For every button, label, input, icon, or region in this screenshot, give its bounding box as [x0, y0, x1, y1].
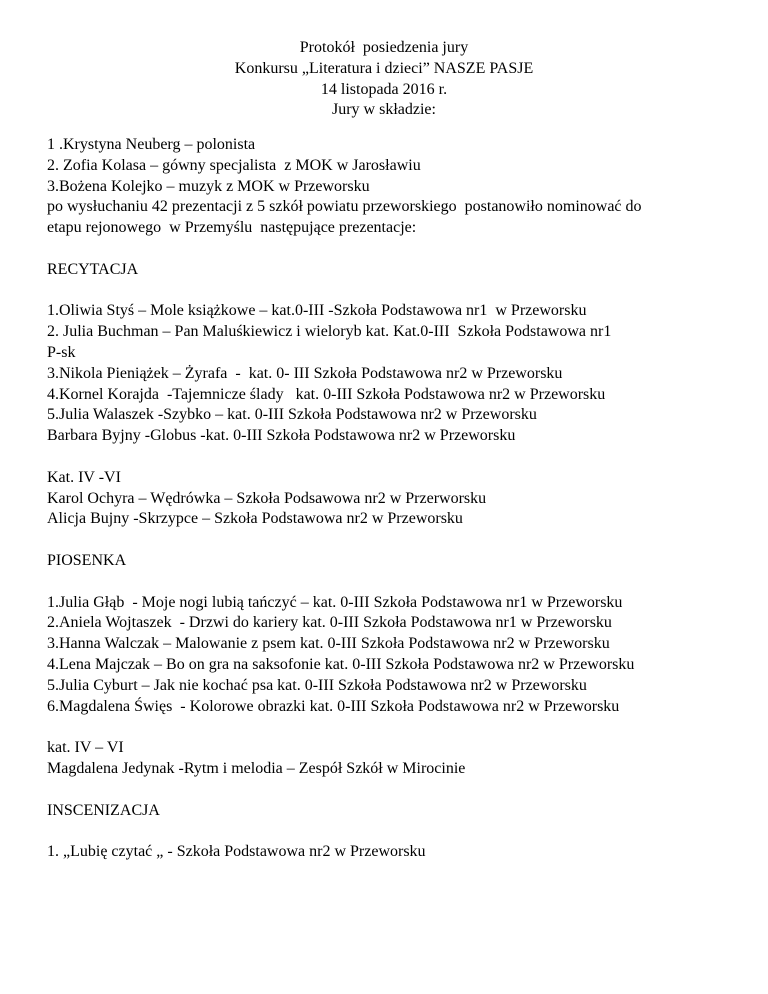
list-item: 4.Lena Majczak – Bo on gra na saksofonie kat. 0-III Szkoła Podstawowa nr2 w Przeworsku — [47, 655, 635, 673]
category-heading: Kat. IV -VI — [47, 468, 121, 486]
list-item: 1. „Lubię czytać „ - Szkoła Podstawowa nr2 w Przeworsku — [47, 843, 426, 861]
category-heading: kat. IV – VI — [47, 739, 124, 757]
list-item: Karol Ochyra – Wędrówka – Szkoła Podsawowa nr2 w Przerworsku — [47, 489, 487, 507]
jury-decision-line: po wysłuchaniu 42 prezentacji z 5 szkół powiatu przeworskiego postanowiło nominować do — [47, 198, 642, 216]
list-item: Alicja Bujny -Skrzypce – Szkoła Podstawowa nr2 w Przeworsku — [47, 510, 463, 528]
list-item: 2. Julia Buchman – Pan Maluśkiewicz i wieloryb kat. Kat.0-III Szkoła Podstawowa nr1 — [47, 323, 612, 341]
spacer — [47, 281, 747, 302]
document-body — [47, 135, 747, 863]
spacer — [47, 239, 747, 260]
list-item: 6.Magdalena Święs - Kolorowe obrazki kat. 0-III Szkoła Podstawowa nr2 w Przeworsku — [47, 697, 620, 715]
spacer — [47, 821, 747, 842]
spacer — [47, 717, 747, 738]
list-item: 1.Oliwia Styś – Mole książkowe – kat.0-III -Szkoła Podstawowa nr1 w Przeworsku — [47, 302, 587, 320]
jury-member: 1 .Krystyna Neuberg – polonista — [47, 136, 256, 153]
section-heading: INSCENIZACJA — [47, 801, 160, 819]
list-item: 3.Nikola Pieniążek – Żyrafa - kat. 0- III Szkoła Podstawowa nr2 w Przeworsku — [47, 364, 563, 382]
spacer — [47, 572, 747, 593]
header-title: Protokół posiedzenia jury — [299, 39, 469, 56]
jury-member: 3.Bożena Kolejko – muzyk z MOK w Przeworsku — [47, 177, 370, 195]
list-item: 5.Julia Walaszek -Szybko – kat. 0-III Szkoła Podstawowa nr2 w Przeworsku — [47, 406, 537, 424]
list-item: 2.Aniela Wojtaszek - Drzwi do kariery kat. 0-III Szkoła Podstawowa nr1 w Przeworsku — [47, 614, 612, 632]
section-inscenizacja — [47, 801, 747, 863]
section-recytacja — [47, 260, 747, 530]
spacer — [47, 447, 747, 468]
list-item: Barbara Byjny -Globus -kat. 0-III Szkoła Podstawowa nr2 w Przeworsku — [47, 427, 516, 445]
header-contest-name: Konkursu „Literatura i dzieci” NASZE PASJE — [234, 59, 534, 77]
list-item: 1.Julia Głąb - Moje nogi lubią tańczyć – kat. 0-III Szkoła Podstawowa nr1 w Przeworsku — [47, 593, 623, 611]
list-item: 4.Kornel Korajda -Tajemnicze ślady kat. 0-III Szkoła Podstawowa nr2 w Przeworsku — [47, 385, 606, 403]
list-item: Magdalena Jedynak -Rytm i melodia – Zespół Szkół w Mirocinie — [47, 759, 466, 777]
section-piosenka — [47, 551, 747, 780]
section-heading: PIOSENKA — [47, 551, 127, 569]
jury-decision-line: etapu rejonowego w Przemyślu następujące prezentacje: — [47, 219, 417, 237]
jury-members-list — [47, 135, 747, 239]
spacer — [47, 530, 747, 551]
header-jury-label: Jury w składzie: — [332, 101, 436, 119]
section-heading: RECYTACJA — [47, 260, 139, 278]
document-header — [0, 38, 768, 121]
list-item: 3.Hanna Walczak – Malowanie z psem kat. 0-III Szkoła Podstawowa nr2 w Przeworsku — [47, 635, 610, 653]
spacer — [47, 780, 747, 801]
list-item: P-sk — [47, 343, 76, 361]
jury-member: 2. Zofia Kolasa – gówny specjalista z MOK w Jarosławiu — [47, 156, 421, 174]
header-date: 14 listopada 2016 r. — [320, 80, 448, 98]
list-item: 5.Julia Cyburt – Jak nie kochać psa kat. 0-III Szkoła Podstawowa nr2 w Przeworsku — [47, 676, 587, 694]
